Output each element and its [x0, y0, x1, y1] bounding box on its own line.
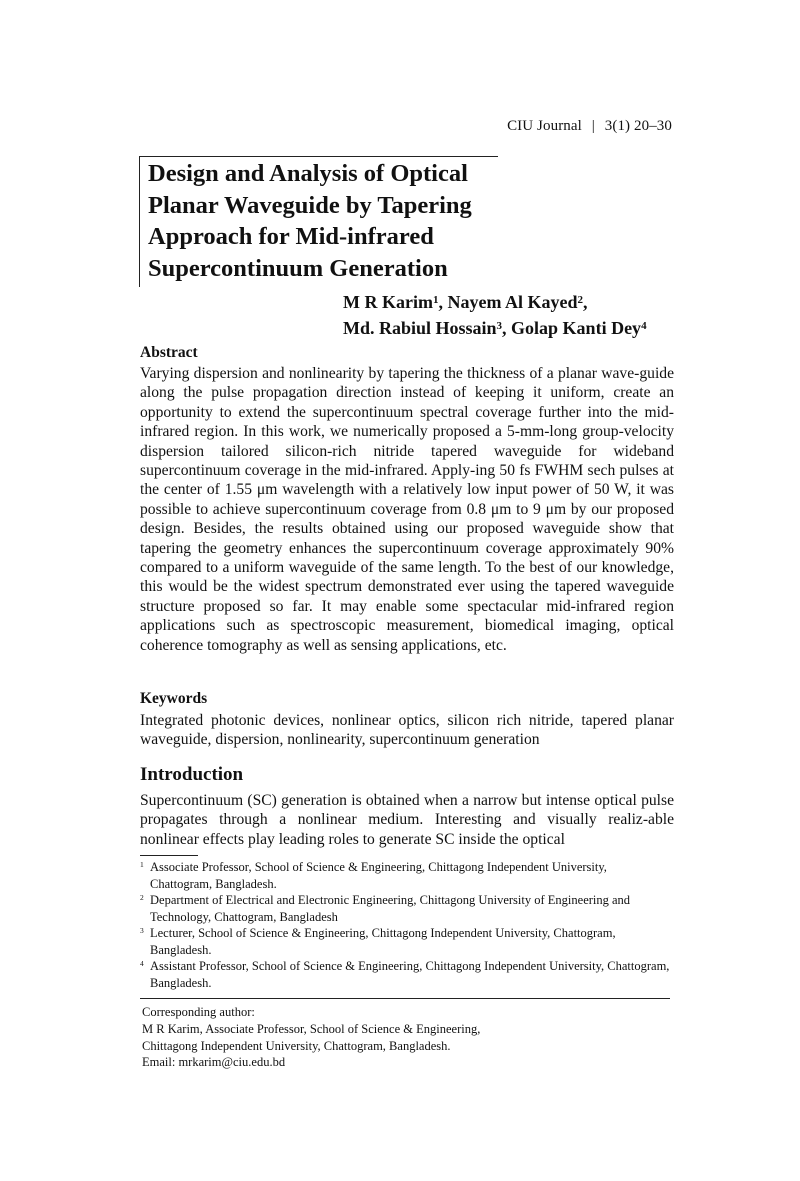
footnote-divider: [140, 855, 198, 856]
corresponding-line: M R Karim, Associate Professor, School of Science & Engineering,: [142, 1021, 481, 1036]
footnote-number: 2: [140, 893, 144, 902]
author-separator: ,: [582, 292, 588, 312]
author-separator: ,: [438, 292, 448, 312]
footnotes: [140, 859, 670, 991]
journal-issue: 3(1) 20–30: [604, 118, 672, 134]
corresponding-divider: [140, 998, 670, 999]
corresponding-author-block: [142, 1004, 672, 1071]
footnote-item: [140, 859, 670, 892]
corresponding-email[interactable]: Email: mrkarim@ciu.edu.bd: [142, 1055, 286, 1070]
author-affiliation-mark: 2: [577, 294, 583, 306]
author-separator: ,: [502, 318, 512, 338]
author-line-1: [343, 289, 683, 315]
author-list: [343, 289, 683, 341]
corresponding-line: Chittagong Independent University, Chattogram, Bangladesh.: [142, 1038, 451, 1053]
footnote-item: [140, 958, 670, 991]
author-name: M R Karim: [343, 292, 433, 312]
corresponding-label: Corresponding author:: [142, 1005, 255, 1019]
author-affiliation-mark: 3: [496, 320, 503, 332]
footnote-text: Associate Professor, School of Science & Engineering, Chittagong Independent University, Chattogram, Bangladesh.: [150, 860, 607, 891]
footnote-number: 4: [140, 959, 144, 968]
introduction-heading: Introduction: [140, 764, 244, 785]
title-line: Planar Waveguide by Tapering: [148, 191, 472, 219]
footnote-text: Department of Electrical and Electronic Engineering, Chittagong University of Engineering and Technology, Chattogram, Bangladesh: [150, 893, 631, 924]
author-affiliation-mark: 4: [641, 320, 647, 332]
title-line: Design and Analysis of Optical: [148, 160, 468, 187]
journal-header: [507, 118, 672, 135]
footnote-item: [140, 925, 670, 958]
author-name: Nayem Al Kayed: [447, 292, 578, 312]
journal-name: CIU Journal: [507, 118, 582, 134]
title-line: Supercontinuum Generation: [148, 254, 448, 282]
footnote-number: 3: [140, 926, 144, 935]
author-affiliation-mark: 1: [432, 294, 439, 306]
title-line: Approach for Mid-infrared: [148, 223, 434, 250]
introduction-text: Supercontinuum (SC) generation is obtained when a narrow but intense optical pulse propagates through a nonlinear medium. Interesting and visually realiz-able nonlinear effects play leading roles to generate SC inside the optical: [140, 792, 674, 848]
author-line-2: [343, 315, 683, 341]
footnote-number: 1: [140, 860, 144, 869]
footnote-text: Lecturer, School of Science & Engineering, Chittagong Independent University, Chattogram, Bangladesh.: [150, 926, 616, 957]
abstract-text: Varying dispersion and nonlinearity by tapering the thickness of a planar wave-guide along the pulse propagation direction instead of keeping it uniform, create an opportunity to extend the supercontinuum spectral coverage further into the mid-infrared region. In this work, we numerically proposed a 5-mm-long group-velocity dispersion tailored silicon-rich nitride tapered waveguide for wideband supercontinuum coverage in the mid-infrared. Apply-ing 50 fs FWHM sech pulses at the center of 1.55 μm wavelength with a relatively low input power of 50 W, it was possible to achieve supercontinuum coverage from 0.8 μm to 9 μm by our proposed design. Besides, the results obtained using our proposed waveguide show that tapering the geometry enhances the supercontinuum coverage approximately 90% compared to a uniform waveguide of the same length. To the best of our knowledge, this would be the widest spectrum demonstrated ever using the tapered waveguide structure proposed so far. It may enable some spectacular mid-infrared region applications such as spectroscopic measurement, biomedical imaging, optical coherence tomography as well as sensing applications, etc.: [140, 365, 674, 654]
author-name: Golap Kanti Dey: [511, 318, 642, 338]
footnote-item: [140, 892, 670, 925]
footnote-text: Assistant Professor, School of Science & Engineering, Chittagong Independent University, Chattogram, Bangladesh.: [150, 959, 670, 990]
journal-separator: |: [591, 118, 595, 134]
keywords-heading: Keywords: [140, 690, 208, 707]
author-name: Md. Rabiul Hossain: [343, 318, 497, 338]
keywords-text: Integrated photonic devices, nonlinear optics, silicon rich nitride, tapered planar waveguide, dispersion, nonlinearity, supercontinuum generation: [140, 712, 674, 749]
abstract-heading: Abstract: [140, 344, 198, 361]
paper-title: [148, 158, 508, 284]
